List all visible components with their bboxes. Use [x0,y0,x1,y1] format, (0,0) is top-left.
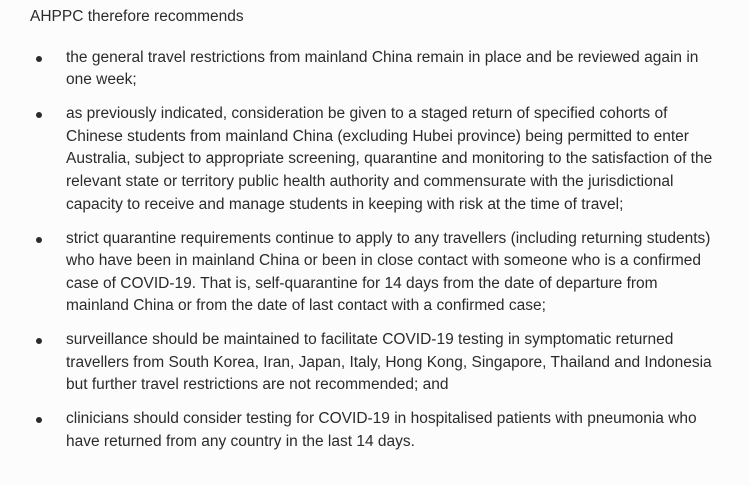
list-item [35,103,714,216]
bullet-icon [36,338,42,344]
list-item [35,408,714,453]
bullet-icon [36,112,42,118]
list-item [35,228,714,318]
bullet-icon [36,237,42,243]
list-item [35,329,714,397]
bullet-icon [36,417,42,423]
intro-text: AHPPC therefore recommends [30,8,244,25]
list-item [35,47,714,92]
list-item-text: the general travel restrictions from mainland China remain in place and be reviewed again in one week; [66,48,699,89]
bullet-icon [36,56,42,62]
list-item-text: clinicians should consider testing for COVID-19 in hospitalised patients with pneumonia who have returned from any country in the last 14 days. [66,410,697,451]
list-item-text: surveillance should be maintained to facilitate COVID-19 testing in symptomatic returned travellers from South Korea, Iran, Japan, Italy, Hong Kong, Singapore, Thailand and Indonesia but further travel restrictions are not recommended; and [66,331,712,394]
list-item-text: as previously indicated, consideration be given to a staged return of specified cohorts of Chinese students from mainland China (excluding Hubei province) being permitted to enter Australia, subject to appropriate screening, quarantine and monitoring to the satisfaction of the relevant state or territory public health authority and commensurate with the jurisdictional capacity to receive and manage students in keeping with risk at the time of travel; [66,105,713,213]
recommendations-list [30,47,714,454]
list-item-text: strict quarantine requirements continue to apply to any travellers (including returning students) who have been in mainland China or been in close contact with someone who is a confirmed case of COVID-19. That is, self-quarantine for 14 days from the date of departure from mainland China or from the date of last contact with a confirmed case; [66,229,711,315]
